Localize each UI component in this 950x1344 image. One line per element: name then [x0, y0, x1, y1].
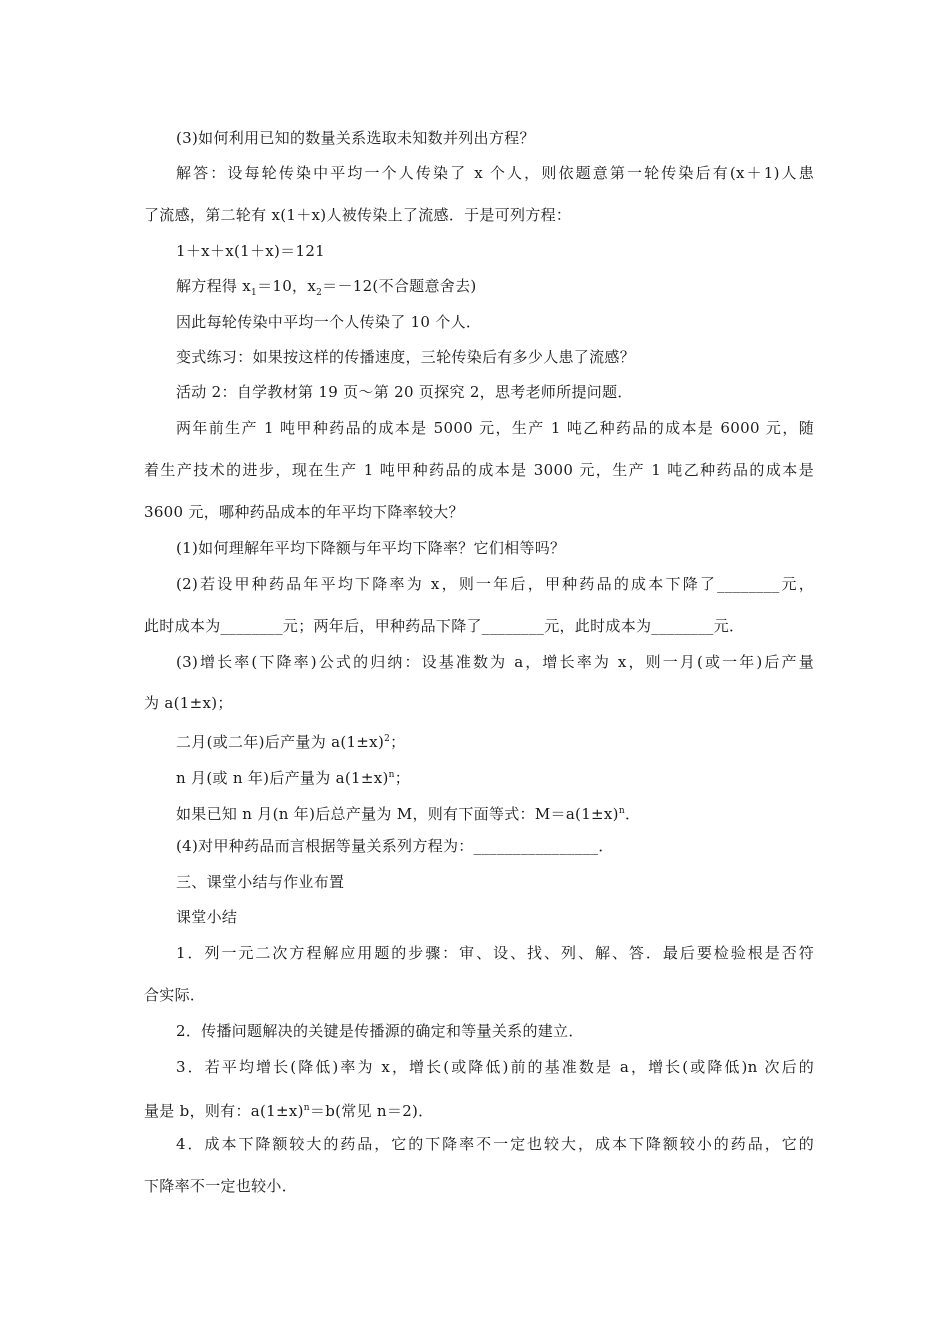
formula-3-end: ；: [390, 733, 406, 751]
summary-1-line-1: 1．列一元二次方程解应用题的步骤：审、设、找、列、解、答．最后要检验根是否符: [176, 944, 814, 962]
question-2-line-2: 此时成本为________元；两年后，甲种药品下降了________元，此时成本为________元．: [144, 617, 745, 635]
question-1-line: (1)如何理解年平均下降额与年平均下降率？它们相等吗？: [176, 539, 566, 557]
summary-3-line-2: [144, 1098, 814, 1121]
solution-line: [176, 276, 846, 303]
summary-3-end: ＝b(常见 n＝2)．: [309, 1102, 434, 1120]
problem-line-3: 3600 元，哪种药品成本的年平均下降率较大？: [144, 503, 464, 521]
solution-text-b: ＝10，x: [257, 277, 317, 295]
summary-4-line-2: 下降率不一定也较小．: [144, 1177, 298, 1195]
formula-5-text: 如果已知 n 月(n 年)后总产量为 M，则有下面等式：M＝a(1±x): [176, 805, 619, 823]
question-4-line: (4)对甲种药品而言根据等量关系列方程为：________________．: [176, 837, 614, 855]
problem-line-1: 两年前生产 1 吨甲种药品的成本是 5000 元，生产 1 吨乙种药品的成本是 6000 元，随: [176, 419, 814, 437]
section-heading: 三、课堂小结与作业布置: [176, 873, 345, 891]
subscript-2: 2: [316, 288, 323, 298]
solution-text-c: ＝－12(不合题意舍去): [322, 277, 477, 295]
activity-2-line: 活动 2：自学教材第 19 页～第 20 页探究 2，思考老师所提问题．: [176, 383, 633, 401]
question-3-line: (3)如何利用已知的数量关系选取未知数并列出方程？: [176, 129, 535, 147]
superscript-2: 2: [384, 734, 391, 744]
summary-1-line-2: 合实际．: [144, 986, 206, 1004]
equation-line: 1＋x＋x(1＋x)＝121: [176, 242, 326, 260]
variant-exercise-line: 变式练习：如果按这样的传播速度，三轮传染后有多少人患了流感？: [176, 348, 636, 366]
formula-5-end: ．: [624, 805, 641, 823]
formula-line-3: [176, 729, 846, 752]
formula-line-1: (3)增长率(下降率)公式的归纳：设基准数为 a，增长率为 x，则一月(或一年)后产量: [176, 653, 814, 671]
superscript-n: n: [388, 770, 395, 780]
summary-heading: 课堂小结: [176, 908, 238, 926]
formula-4-text: n 月(或 n 年)后产量为 a(1±x): [176, 769, 389, 787]
summary-3-line-1: 3．若平均增长(降低)率为 x，增长(或降低)前的基准数是 a，增长(或降低)n 次后的: [176, 1058, 814, 1076]
formula-line-2: 为 a(1±x)；: [144, 694, 233, 712]
question-2-line-1: (2)若设甲种药品年平均下降率为 x，则一年后，甲种药品的成本下降了________元，: [176, 575, 814, 593]
formula-line-5: [176, 801, 846, 824]
summary-2-line: 2．传播问题解决的关键是传播源的确定和等量关系的建立．: [176, 1022, 584, 1040]
formula-3-text: 二月(或二年)后产量为 a(1±x): [176, 733, 385, 751]
formula-line-4: [176, 765, 846, 788]
formula-4-end: ；: [394, 769, 411, 787]
answer-line-2: 了流感，第二轮有 x(1＋x)人被传染上了流感．于是可列方程：: [144, 206, 572, 224]
subscript-1: 1: [251, 288, 258, 298]
summary-3-text: 量是 b，则有：a(1±x): [144, 1102, 304, 1120]
answer-line-1: 解答：设每轮传染中平均一个人传染了 x 个人，则依题意第一轮传染后有(x＋1)人患: [176, 164, 814, 182]
solution-text-a: 解方程得 x: [176, 277, 252, 295]
superscript-n-2: n: [618, 806, 625, 816]
superscript-n-3: n: [303, 1103, 310, 1113]
summary-4-line-1: 4．成本下降额较大的药品，它的下降率不一定也较大，成本下降额较小的药品，它的: [176, 1135, 814, 1153]
problem-line-2: 着生产技术的进步，现在生产 1 吨甲种药品的成本是 3000 元，生产 1 吨乙种药品的成本是: [144, 461, 814, 479]
conclusion-line: 因此每轮传染中平均一个人传染了 10 个人．: [176, 313, 482, 331]
